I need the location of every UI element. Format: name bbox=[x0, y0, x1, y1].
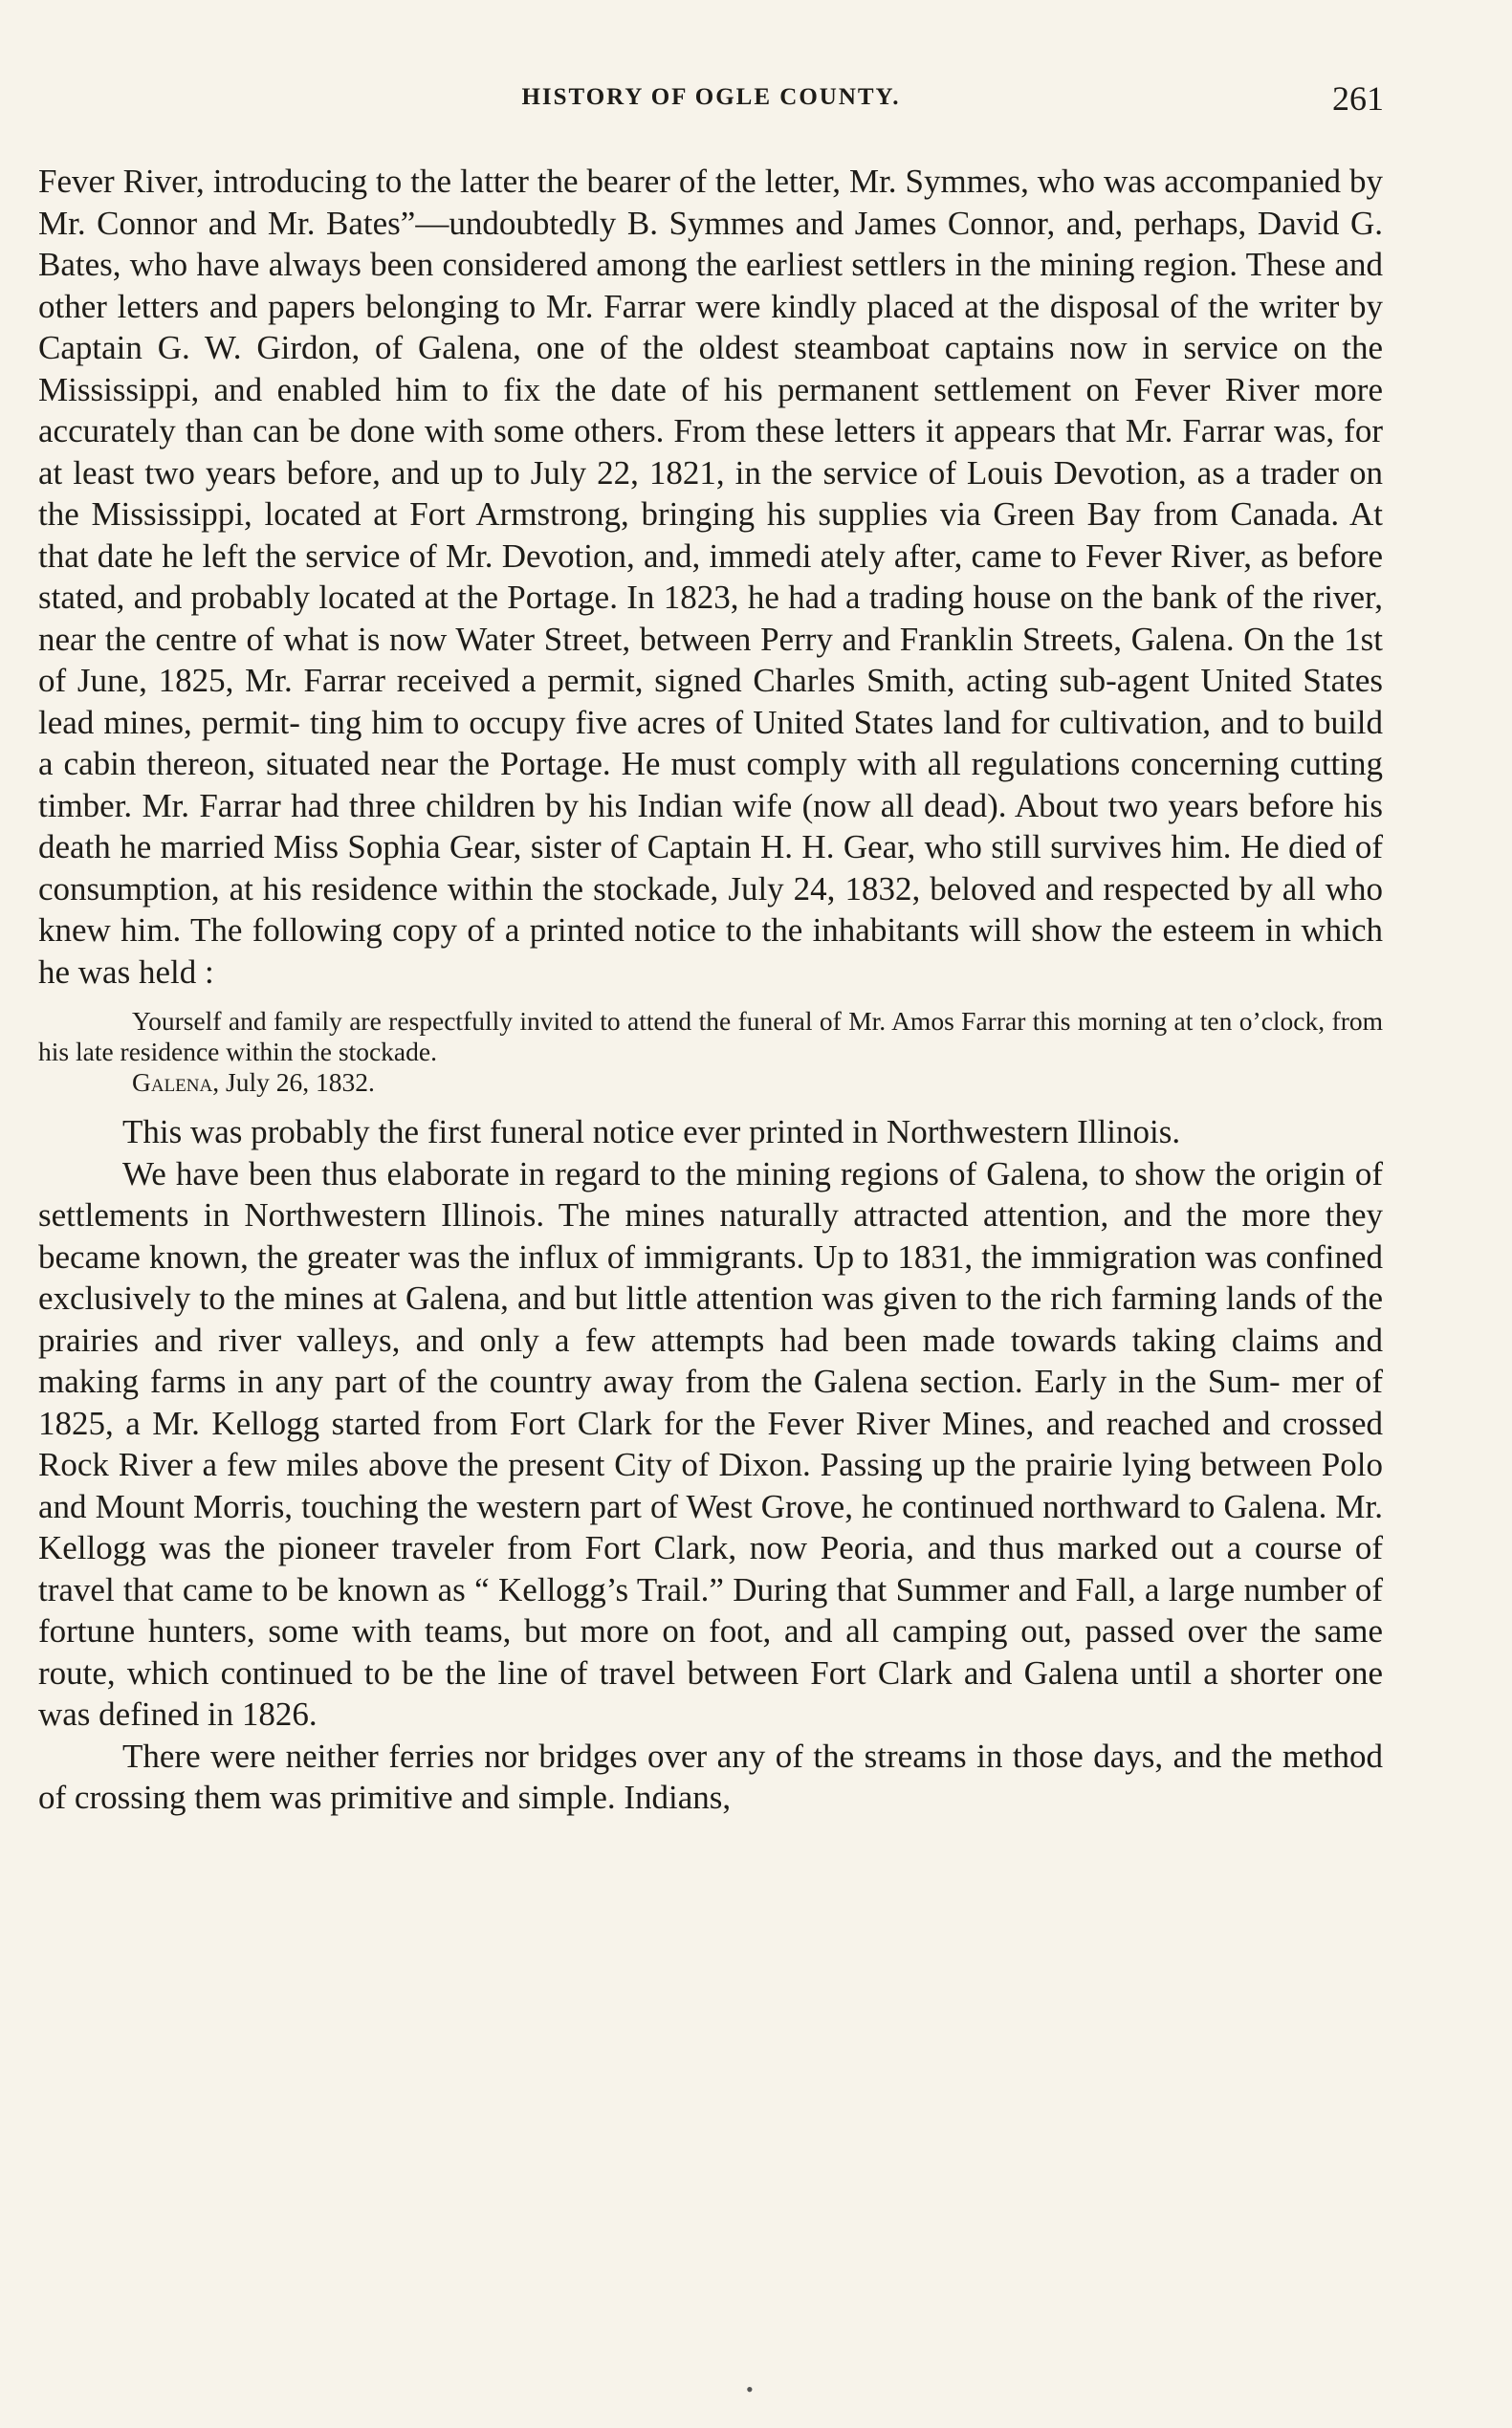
funeral-notice-text: Yourself and family are respectfully invited to attend the funeral of Mr. Amos Farrar this morning at ten o’clock, from his late residence within the stockade. bbox=[38, 1006, 1383, 1066]
paragraph-kelloggs-trail: We have been thus elaborate in regard to the mining regions of Galena, to show the origin of settlements in Northwestern Illinois. The mines naturally attracted attention, and the more they became known, the greater was the influx of immigrants. Up to 1831, the immigration was confined exclusively to the mines at Galena, and but little attention was given to the rich farming lands of the prairies and river valleys, and only a few attempts had been made towards taking claims and making farms in any part of the country away from the Galena section. Early in the Sum- mer of 1825, a Mr. Kellogg started from Fort Clark for the Fever River Mines, and reached and crossed Rock River a few miles above the present City of Dixon. Passing up the prairie lying between Polo and Mount Morris, touching the western part of West Grove, he continued northward to Galena. Mr. Kellogg was the pioneer traveler from Fort Clark, now Peoria, and thus marked out a course of travel that came to be known as “ Kellogg’s Trail.” During that Summer and Fall, a large number of fortune hunters, some with teams, but more on foot, and all camping out, passed over the same route, which continued to be the line of travel between Fort Clark and Galena until a shorter one was defined in 1826. bbox=[38, 1154, 1383, 1733]
funeral-notice bbox=[38, 1006, 1383, 1098]
running-title: HISTORY OF OGLE COUNTY. bbox=[521, 84, 901, 110]
paragraph-first-funeral-notice: This was probably the first funeral notice ever printed in Northwestern Illinois. bbox=[122, 1113, 1181, 1150]
page-number: 261 bbox=[1332, 79, 1384, 118]
funeral-notice-place: Galena bbox=[132, 1067, 213, 1097]
body-text bbox=[38, 161, 1383, 1819]
funeral-notice-date: , July 26, 1832. bbox=[212, 1067, 375, 1097]
funeral-notice-dateline bbox=[38, 1067, 1383, 1098]
paragraph-farrar-letters: Fever River, introducing to the latter the bearer of the letter, Mr. Symmes, who was accompanied by Mr. Connor and Mr. Bates”—undoubtedly B. Symmes and James Connor, and, perhaps, David G. Bates, who have always been considered among the earliest settlers in the mining region. These and other letters and papers belonging to Mr. Farrar were kindly placed at the disposal of the writer by Captain G. W. Girdon, of Galena, one of the oldest steamboat captains now in service on the Mississippi, and enabled him to fix the date of his permanent settlement on Fever River more accurately than can be done with some others. From these letters it appears that Mr. Farrar was, for at least two years before, and up to July 22, 1821, in the service of Louis Devotion, as a trader on the Mississippi, located at Fort Armstrong, bringing his supplies via Green Bay from Canada. At that date he left the service of Mr. Devotion, and, immedi ately after, came to Fever River, as before stated, and probably located at the Portage. In 1823, he had a trading house on the bank of the river, near the centre of what is now Water Street, between Perry and Franklin Streets, Galena. On the 1st of June, 1825, Mr. Farrar received a permit, signed Charles Smith, acting sub-agent United States lead mines, permit- ting him to occupy five acres of United States land for cultivation, and to build a cabin thereon, situated near the Portage. He must comply with all regulations concerning cutting timber. Mr. Farrar had three children by his Indian wife (now all dead). About two years before his death he married Miss Sophia Gear, sister of Captain H. H. Gear, who still survives him. He died of consumption, at his residence within the stockade, July 24, 1832, beloved and respected by all who knew him. The following copy of a printed notice to the inhabitants will show the esteem in which he was held : bbox=[38, 163, 1383, 991]
footer-mark: • bbox=[746, 2377, 754, 2401]
running-head bbox=[38, 78, 1384, 117]
paragraph-ferries: There were neither ferries nor bridges over any of the streams in those days, and the method of crossing them was primitive and simple. Indians, bbox=[38, 1737, 1383, 1816]
